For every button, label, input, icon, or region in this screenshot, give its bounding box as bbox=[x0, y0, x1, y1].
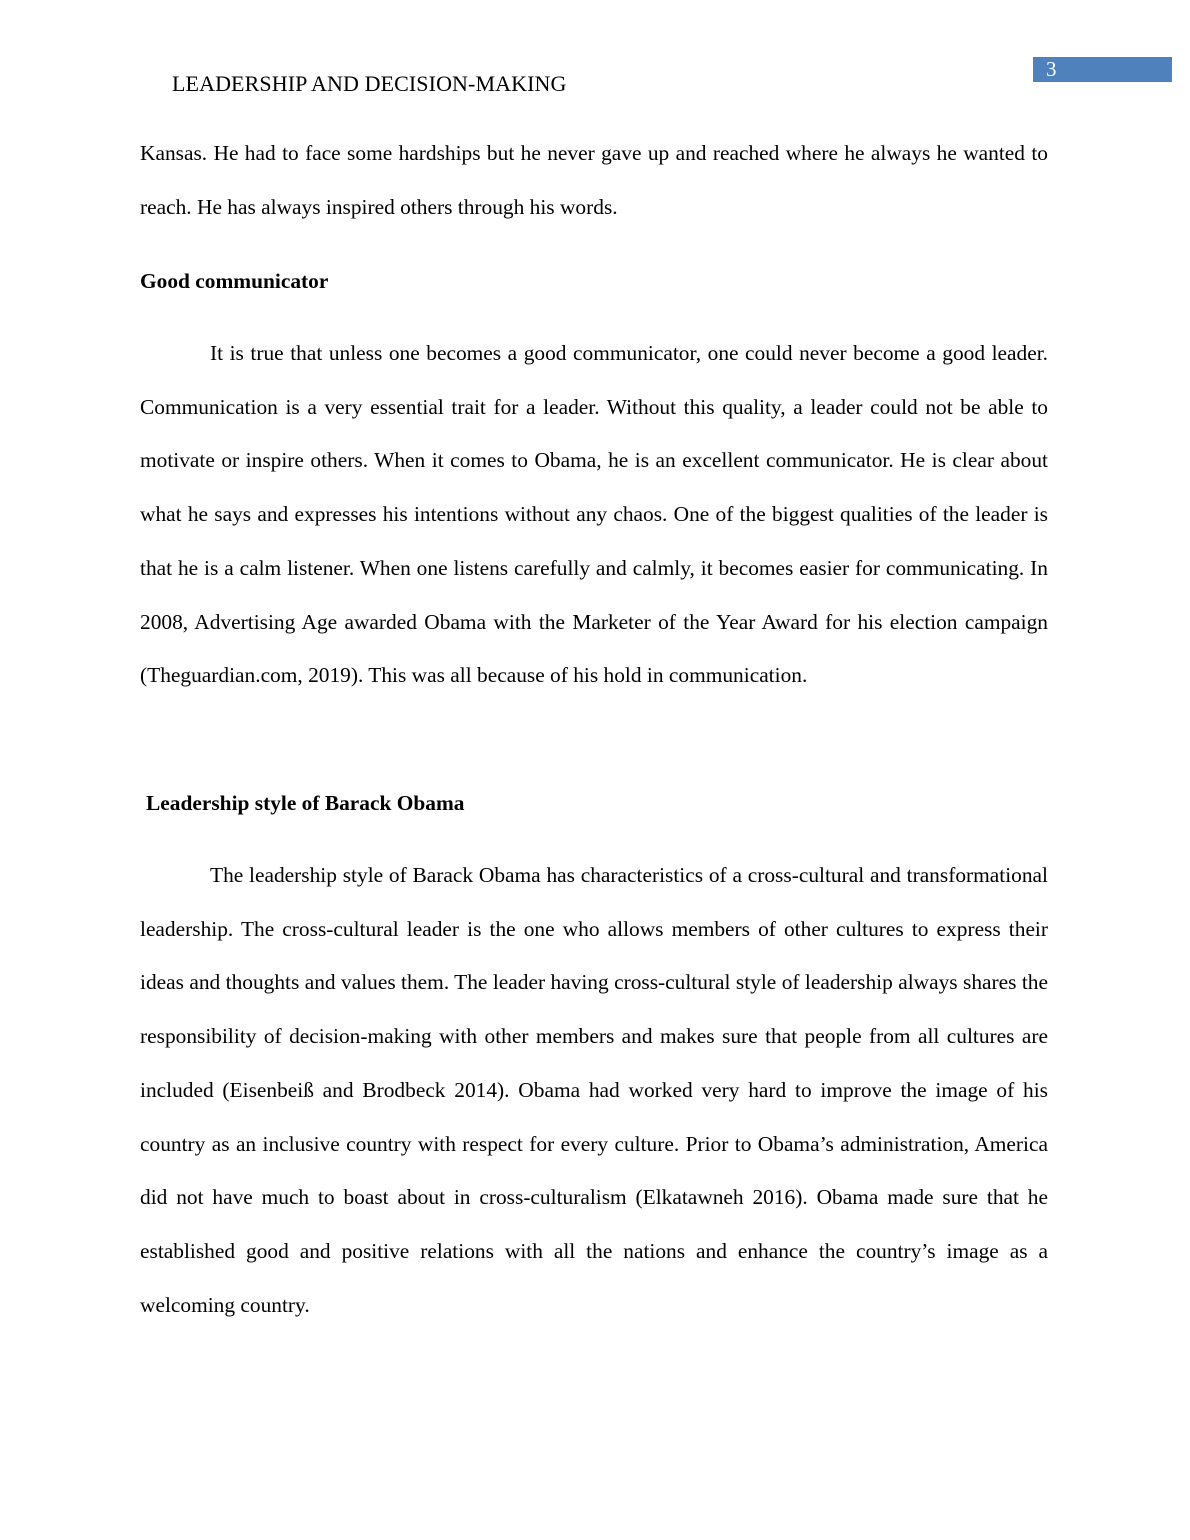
paragraph-leadership-style: The leadership style of Barack Obama has characteristics of a cross-cultural and transformational leadership. The cross-cultural leader is the one who allows members of other cultures to express their ideas and thoughts and values them. The leader having cross-cultural style of leadership always shares the responsibility of decision-making with other members and makes sure that people from all cultures are included (Eisenbeiß and Brodbeck 2014). Obama had worked very hard to improve the image of his country as an inclusive country with respect for every culture. Prior to Obama’s administration, America did not have much to boast about in cross-culturalism (Elkatawneh 2016). Obama made sure that he established good and positive relations with all the nations and enhance the country’s image as a welcoming country. bbox=[140, 863, 1048, 1317]
heading-leadership-style: Leadership style of Barack Obama bbox=[146, 791, 465, 815]
page-number-badge: 3 bbox=[1033, 57, 1172, 82]
heading-good-communicator: Good communicator bbox=[140, 269, 329, 293]
paragraph-good-communicator: It is true that unless one becomes a good communicator, one could never become a good leader. Communication is a very essential trait for a leader. Without this quality, a leader could not be able to motivate or inspire others. When it comes to Obama, he is an excellent communicator. He is clear about what he says and expresses his intentions without any chaos. One of the biggest qualities of the leader is that he is a calm listener. When one listens carefully and calmly, it becomes easier for communicating. In 2008, Advertising Age awarded Obama with the Marketer of the Year Award for his election campaign (Theguardian.com, 2019). This was all because of his hold in communication. bbox=[140, 341, 1048, 688]
running-head: LEADERSHIP AND DECISION-MAKING bbox=[172, 71, 567, 96]
paragraph-kansas: Kansas. He had to face some hardships but he never gave up and reached where he always he wanted to reach. He has always inspired others through his words. bbox=[140, 141, 1048, 219]
